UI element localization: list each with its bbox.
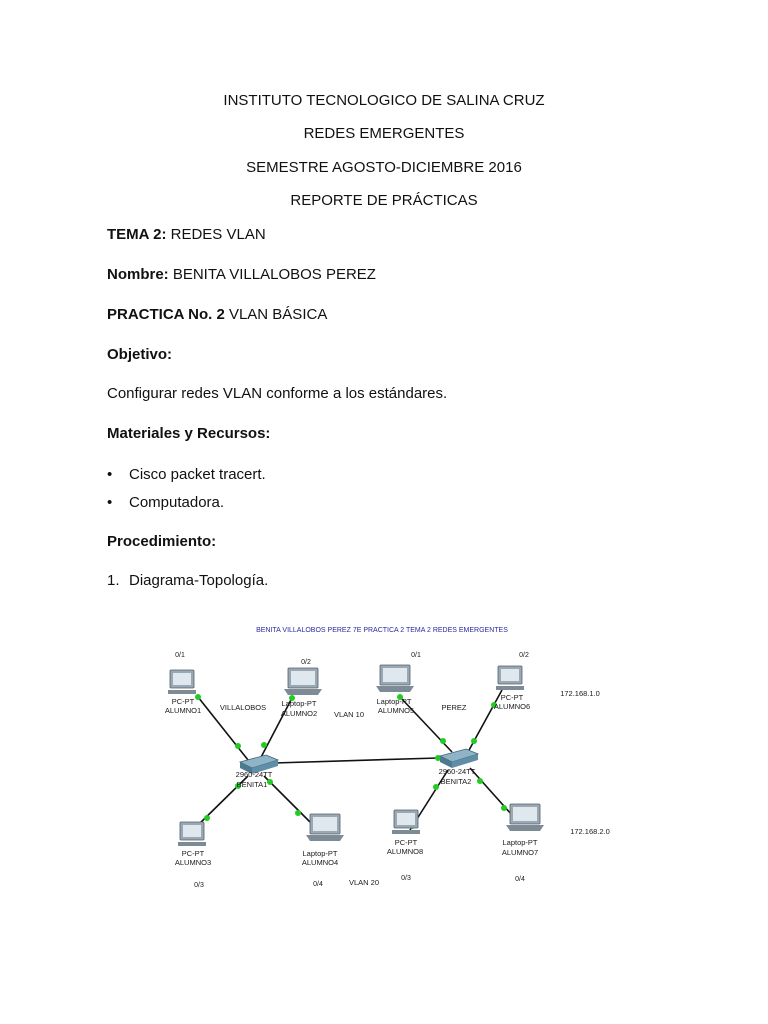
- laptop-icon: [376, 665, 414, 692]
- group-label-perez: PEREZ: [441, 703, 467, 712]
- switch-model-label: 2960-24TT: [438, 767, 476, 776]
- pc-icon: [178, 822, 206, 846]
- port-light: [267, 779, 273, 785]
- device-type-label: PC-PT: [171, 697, 195, 706]
- nombre-label: Nombre:: [107, 266, 169, 283]
- semester-title: SEMESTRE AGOSTO-DICIEMBRE 2016: [246, 159, 522, 176]
- tema-value: REDES VLAN: [166, 226, 266, 243]
- network-topology-diagram: [150, 618, 620, 898]
- bullet-icon: •: [107, 466, 113, 483]
- vlan20-label: VLAN 20: [348, 878, 380, 887]
- device-type-label: Laptop-PT: [502, 838, 538, 847]
- objetivo-heading: Objetivo:: [107, 346, 173, 363]
- network-address-label: 172.168.1.0: [560, 689, 600, 698]
- port-label: 0/2: [519, 652, 529, 659]
- device-name-label: ALUMNO3: [174, 858, 212, 867]
- pc-icon: [392, 810, 420, 834]
- device-type-label: Laptop-PT: [302, 849, 338, 858]
- vlan10-label: VLAN 10: [333, 710, 365, 719]
- link-trunk: [274, 758, 438, 763]
- objetivo-text: Configurar redes VLAN conforme a los estándares.: [107, 385, 448, 402]
- laptop-icon: [506, 804, 544, 831]
- device-type-label: PC-PT: [500, 693, 524, 702]
- step-text: Diagrama-Topología.: [129, 572, 269, 589]
- laptop-icon: [306, 814, 344, 841]
- materiales-heading: Materiales y Recursos:: [107, 425, 271, 442]
- report-title: REPORTE DE PRÁCTICAS: [290, 192, 478, 209]
- laptop-icon: [284, 668, 322, 695]
- bullet-icon: •: [107, 494, 113, 511]
- port-label: 0/1: [411, 652, 421, 659]
- switch-name-label: BENITA1: [236, 780, 268, 789]
- switch-name-label: BENITA2: [440, 777, 472, 786]
- procedimiento-heading: Procedimiento:: [107, 533, 217, 550]
- course-title: REDES EMERGENTES: [303, 125, 465, 142]
- device-name-label: ALUMNO8: [386, 847, 424, 856]
- topology-title: BENITA VILLALOBOS PEREZ 7E PRACTICA 2 TEMA 2 REDES EMERGENTES: [256, 627, 508, 634]
- practica-label: PRACTICA No. 2: [107, 306, 225, 323]
- practica-value: VLAN BÁSICA: [224, 306, 328, 323]
- port-light: [195, 694, 201, 700]
- port-light: [440, 738, 446, 744]
- port-light: [501, 805, 507, 811]
- device-type-label: Laptop-PT: [281, 699, 317, 708]
- port-label: 0/2: [301, 659, 311, 666]
- institution-title: INSTITUTO TECNOLOGICO DE SALINA CRUZ: [223, 92, 545, 109]
- tema-field: [107, 226, 266, 244]
- switch-model-label: 2960-24TT: [235, 770, 273, 779]
- device-name-label: ALUMNO1: [164, 706, 202, 715]
- nombre-field: [107, 266, 376, 284]
- port-label: 0/3: [194, 882, 204, 889]
- port-light: [433, 784, 439, 790]
- device-name-label: ALUMNO4: [301, 858, 339, 867]
- device-type-label: Laptop-PT: [376, 697, 412, 706]
- step-number: 1.: [107, 572, 120, 589]
- device-type-label: PC-PT: [181, 849, 205, 858]
- switch-icon: [440, 749, 478, 768]
- practica-field: [107, 306, 327, 324]
- port-light: [477, 778, 483, 784]
- list-item-text: Computadora.: [129, 494, 225, 511]
- device-name-label: ALUMNO6: [493, 702, 531, 711]
- port-label: 0/4: [515, 876, 525, 883]
- group-label-villalobos: VILLALOBOS: [219, 703, 267, 712]
- port-light: [235, 743, 241, 749]
- pc-icon: [496, 666, 524, 690]
- port-label: 0/4: [313, 881, 323, 888]
- port-light: [471, 738, 477, 744]
- port-label: 0/3: [401, 875, 411, 882]
- port-label: 0/1: [175, 652, 185, 659]
- port-light: [295, 810, 301, 816]
- nombre-value: BENITA VILLALOBOS PEREZ: [168, 266, 376, 283]
- list-item-text: Cisco packet tracert.: [129, 466, 266, 483]
- device-name-label: ALUMNO2: [280, 709, 318, 718]
- device-name-label: ALUMNO7: [501, 848, 539, 857]
- device-type-label: PC-PT: [394, 838, 418, 847]
- port-light: [204, 815, 210, 821]
- pc-icon: [168, 670, 196, 694]
- device-name-label: ALUMNO5: [377, 706, 415, 715]
- port-light: [261, 742, 267, 748]
- tema-label: TEMA 2:: [107, 226, 167, 243]
- network-address-label: 172.168.2.0: [570, 827, 610, 836]
